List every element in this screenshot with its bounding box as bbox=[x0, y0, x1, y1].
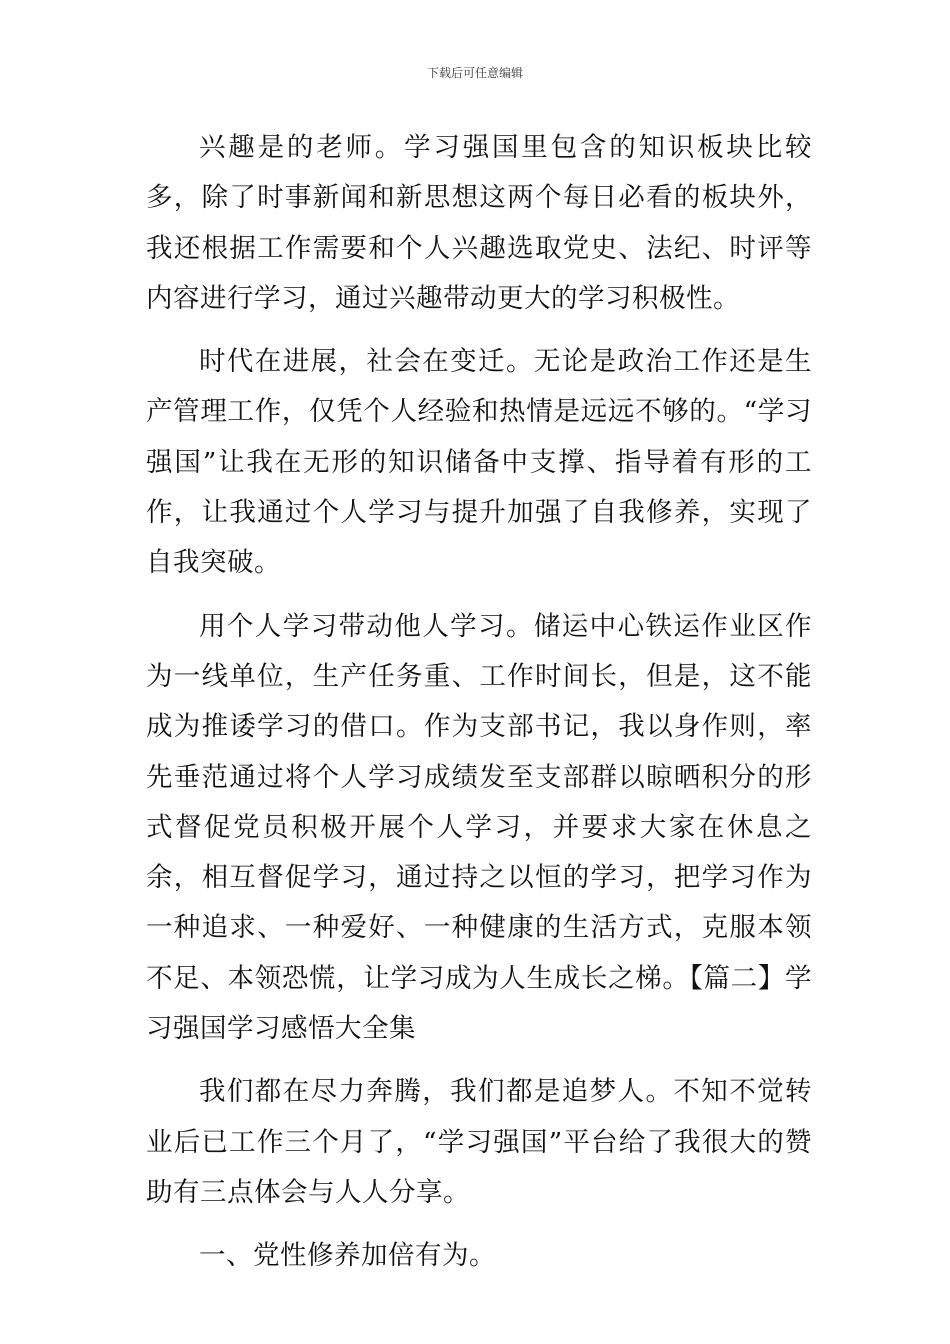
paragraph-interest: 兴趣是的老师。学习强国里包含的知识板块比较多，除了时事新闻和新思想这两个每日必看的板块外，我还根据工作需要和个人兴趣选取党史、法纪、时评等内容进行学习，通过兴趣带动更大的学习积极性。 bbox=[146, 132, 812, 314]
paragraph-lead-by-example: 用个人学习带动他人学习。储运中心铁运作业区作为一线单位，生产任务重、工作时间长，但是，这不能成为推诿学习的借口。作为支部书记，我以身作则，率先垂范通过将个人学习成绩发至支部群以晾晒积分的形式督促党员积极开展个人学习，并要求大家在休息之余，相互督促学习，通过持之以恒的学习，把学习作为一种追求、一种爱好、一种健康的生活方式，克服本领不足、本领恐慌，让学习成为人生成长之梯。【篇二】学习强国学习感悟大全集 bbox=[146, 610, 812, 1045]
paragraph-section-heading: 一、党性修养加倍有为。 bbox=[199, 1240, 496, 1272]
paragraph-times: 时代在进展，社会在变迁。无论是政治工作还是生产管理工作，仅凭个人经验和热情是远远不够的。“学习强国”让我在无形的知识储备中支撑、指导着有形的工作，让我通过个人学习与提升加强了自我修养，实现了自我突破。 bbox=[146, 346, 812, 579]
paragraph-dream-chasers: 我们都在尽力奔腾，我们都是追梦人。不知不觉转业后已工作三个月了，“学习强国”平台给了我很大的赞助有三点体会与人人分享。 bbox=[146, 1076, 812, 1208]
document-body bbox=[146, 123, 812, 1282]
page-header: 下载后可任意编辑 bbox=[426, 66, 523, 80]
